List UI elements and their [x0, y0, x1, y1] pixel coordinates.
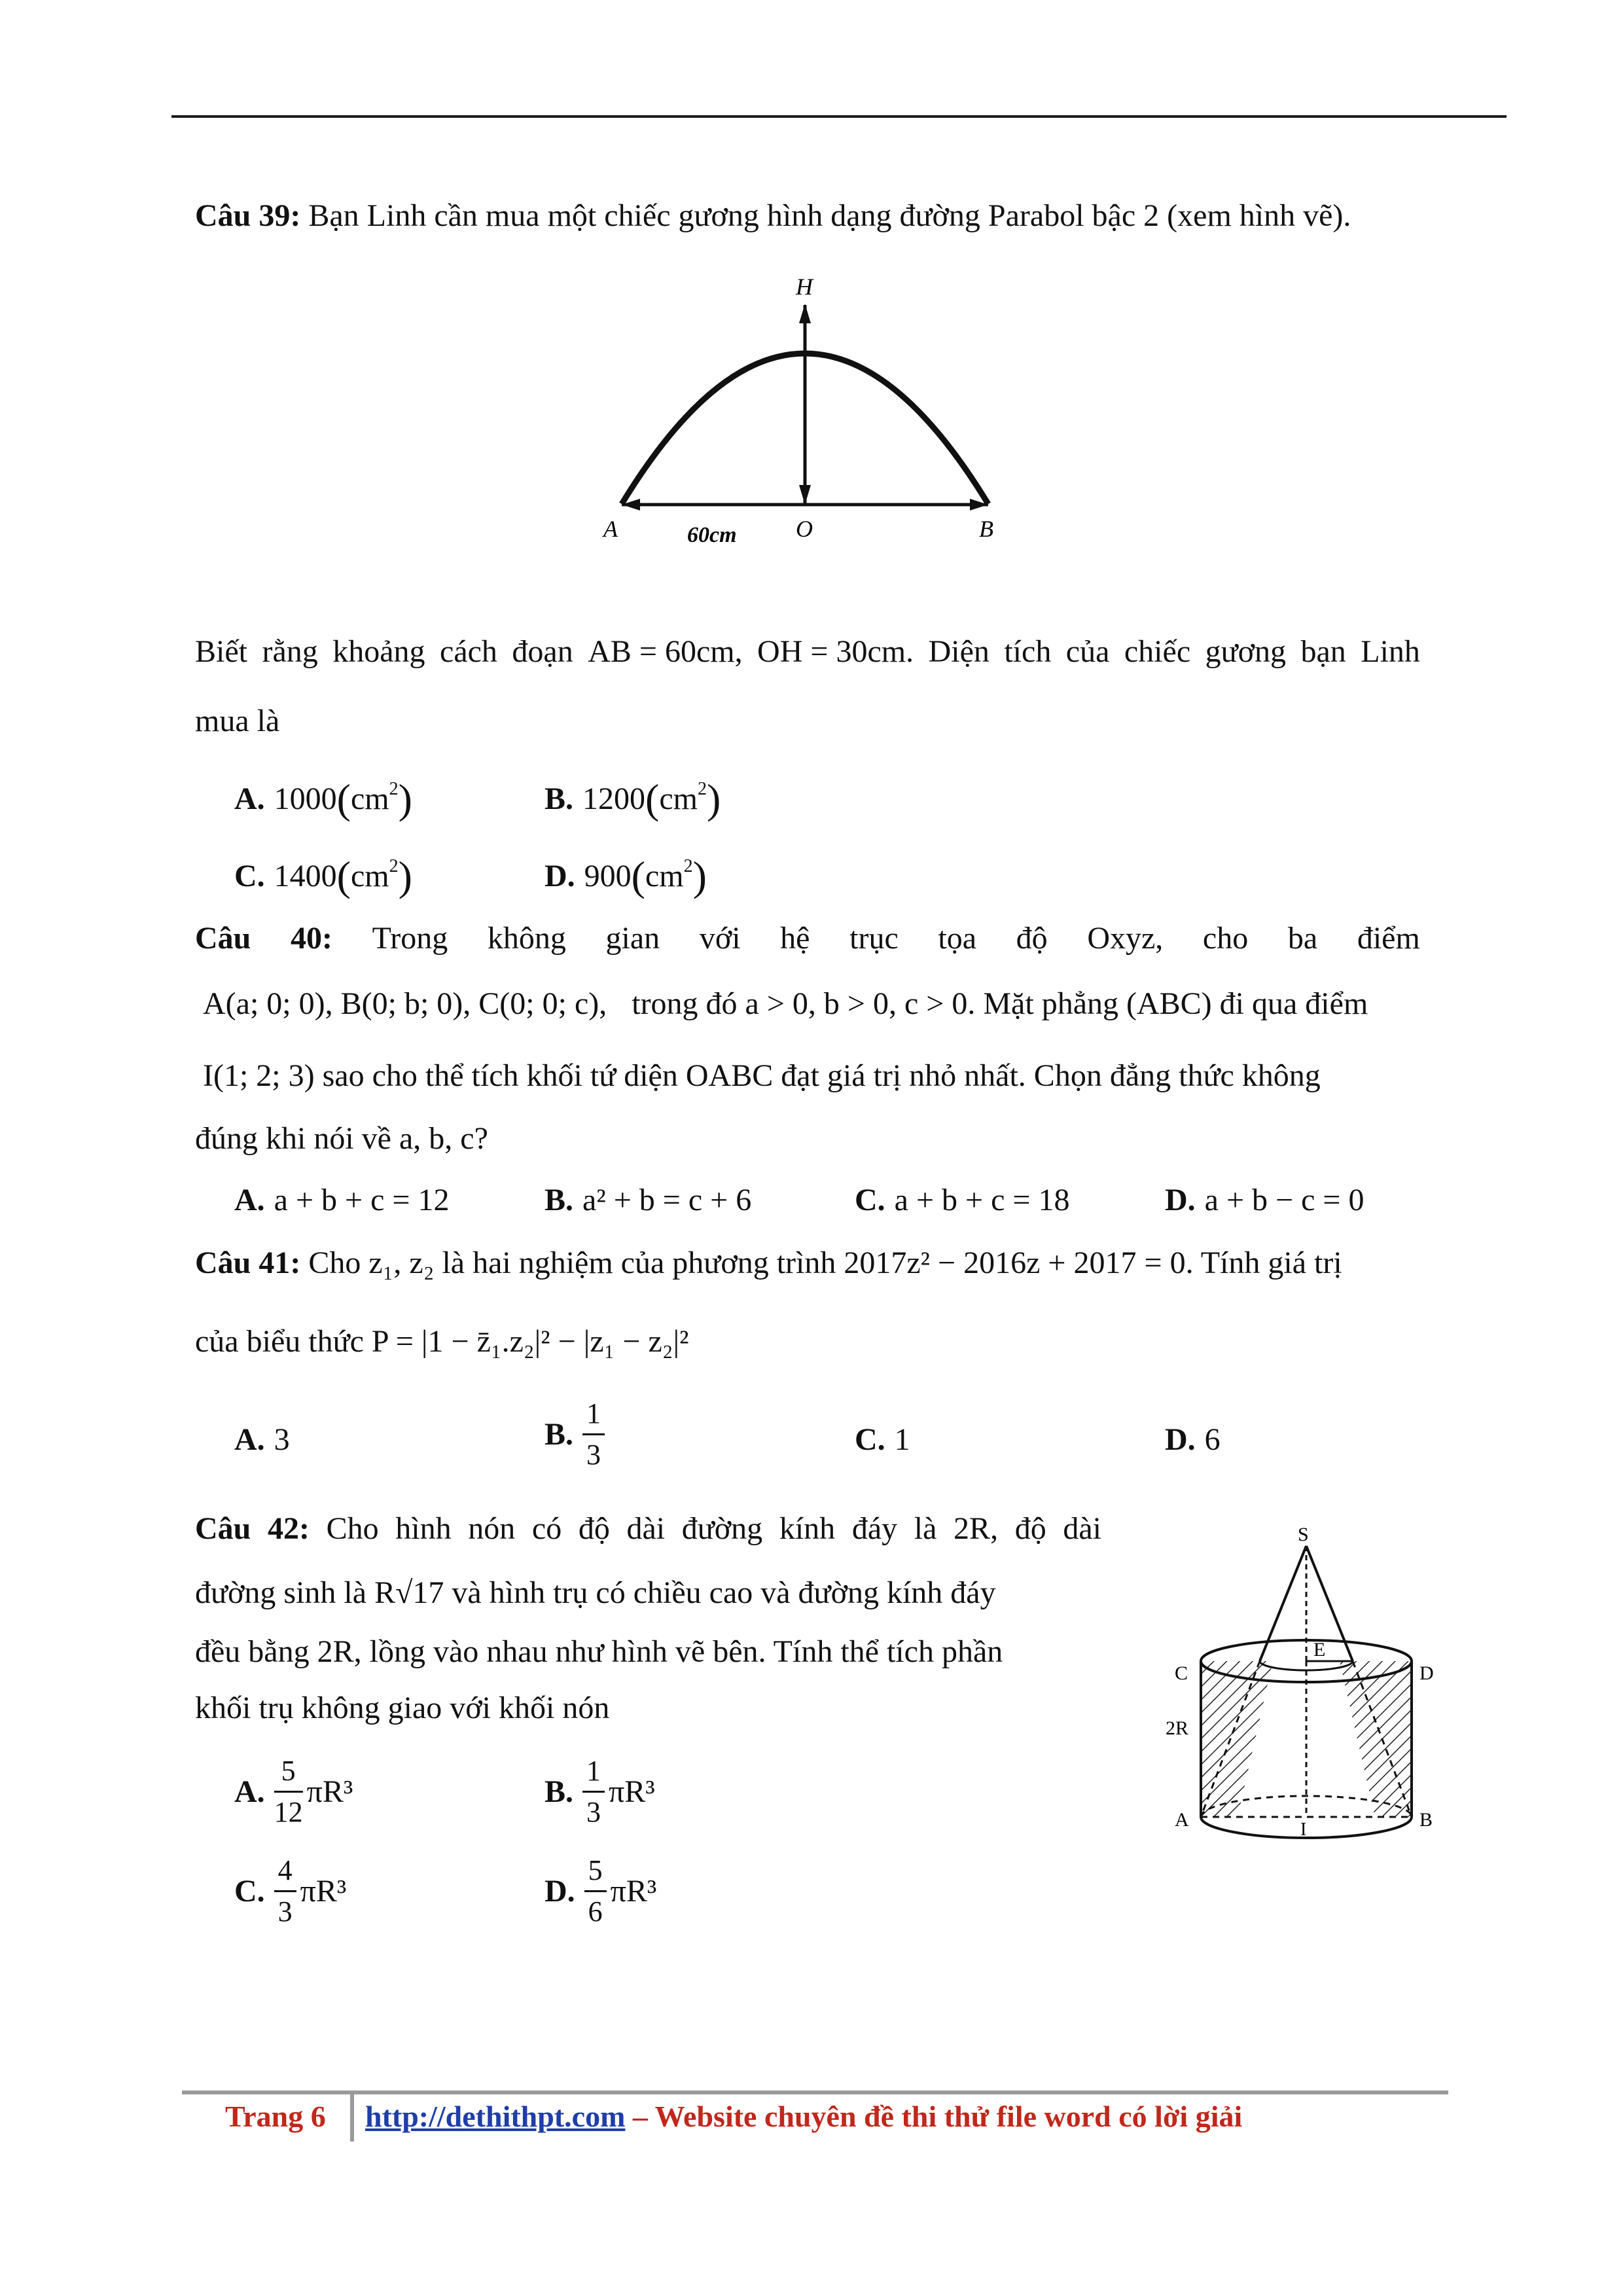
q39-label: Câu 39:	[195, 198, 301, 233]
q41-text: Cho	[300, 1246, 369, 1280]
q40-word: tọa	[938, 921, 977, 956]
cone-cylinder-figure	[1149, 1518, 1463, 1885]
q39-oh-value: OH = 30cm.	[757, 634, 914, 669]
q40-word: không	[487, 921, 566, 956]
website-link[interactable]: http://dethithpt.com	[365, 2100, 626, 2133]
q42-option-a[interactable]: A. $\frac{5}{12}$ πR³	[234, 1755, 353, 1828]
q39-body-line1	[195, 632, 1420, 672]
q40-point-i: I(1; 2; 3)	[203, 1058, 315, 1093]
q42-word: kính	[779, 1511, 836, 1546]
q39-word: bạn	[1300, 634, 1346, 669]
q42-slant: R√17	[374, 1575, 444, 1610]
q41-line1	[195, 1244, 1342, 1283]
q39-ab-value: AB = 60cm,	[588, 634, 743, 669]
q39-word: của	[1065, 634, 1110, 669]
q39-word: Biết	[195, 634, 247, 669]
arrow-h-icon	[799, 304, 811, 323]
q42-word: là	[914, 1511, 937, 1546]
q40-word: hệ	[780, 921, 810, 956]
label-h: H	[796, 274, 813, 300]
label-e: E	[1313, 1639, 1326, 1660]
q39-option-d[interactable]: D. $900(cm^2)$	[544, 853, 707, 899]
parabola-figure	[589, 268, 1047, 556]
q39-option-b[interactable]: B. $1200(cm^2)$	[544, 776, 721, 822]
q42-word: độ	[578, 1511, 610, 1546]
q40-word: cho	[1202, 921, 1249, 956]
q39-word: khoảng	[332, 634, 425, 669]
q42-text: và hình trụ có chiều cao và đường kính đáy	[444, 1575, 996, 1610]
q41-text: Tính giá trị	[1193, 1246, 1342, 1280]
q40-word: trục	[849, 921, 899, 956]
footer-tagline: – Website chuyên đề thi thử file word có lời giải	[625, 2100, 1243, 2133]
q40-word: độ	[1016, 921, 1048, 956]
fraction: $\frac{4}{3}$	[274, 1856, 296, 1926]
label-b: B	[979, 516, 993, 542]
q42-word: hình	[395, 1511, 452, 1546]
q42-word: nón	[468, 1511, 516, 1546]
q40-word: gian	[605, 921, 660, 956]
q39-word: chiếc	[1124, 634, 1191, 669]
q39-word: rằng	[262, 634, 318, 669]
page-number: Trang 6	[225, 2100, 326, 2133]
q42-text: đường sinh là	[195, 1575, 375, 1610]
q40-word: điểm	[1357, 921, 1420, 956]
label-a: A	[1175, 1809, 1189, 1831]
fraction: $\frac{5}{12}$	[274, 1755, 303, 1828]
q39-word: Diện	[928, 634, 990, 669]
q40-word: với	[699, 921, 741, 956]
q40-line3	[203, 1056, 1321, 1096]
q41-option-a[interactable]: A. 3	[234, 1422, 290, 1457]
label-d: D	[1419, 1662, 1434, 1684]
q39-word: tích	[1004, 634, 1052, 669]
q42-line4: khối trụ không giao với khối nón	[195, 1691, 610, 1725]
q42-line1	[195, 1509, 1101, 1549]
q42-line2	[195, 1573, 996, 1613]
q42-option-b[interactable]: B. $\frac{1}{3}$ πR³	[544, 1755, 655, 1828]
footer-separator	[350, 2094, 354, 2142]
q40-option-b[interactable]: B. a² + b = c + 6	[544, 1183, 752, 1217]
q39-word: gương	[1205, 634, 1286, 669]
q40-line2	[203, 984, 1368, 1024]
q40-word: ba	[1287, 921, 1318, 956]
label-c: C	[1175, 1662, 1188, 1684]
q42-label-number: 42:	[268, 1511, 310, 1546]
label-2r: 2R	[1166, 1717, 1189, 1739]
q40-option-c[interactable]: C. a + b + c = 18	[855, 1183, 1070, 1217]
q40-option-d[interactable]: D. a + b − c = 0	[1165, 1183, 1364, 1217]
q39-word: cách	[440, 634, 497, 669]
q42-word: dài	[626, 1511, 666, 1546]
fraction: $\frac{1}{3}$	[582, 1757, 605, 1827]
q40-line4: đúng khi nói về a, b, c?	[195, 1121, 488, 1156]
q42-option-c[interactable]: C. $\frac{4}{3}$ πR³	[234, 1854, 347, 1928]
q40-word: Trong	[372, 921, 448, 956]
q42-word: đường	[681, 1511, 763, 1546]
q42-word: có	[531, 1511, 562, 1546]
label-60cm: 60cm	[687, 523, 737, 547]
q41-line2	[195, 1322, 688, 1361]
q40-points: A(a; 0; 0), B(0; b; 0), C(0; 0; c),	[203, 986, 607, 1021]
q41-roots: z₁, z₂	[368, 1246, 435, 1280]
q40-word: Oxyz,	[1087, 921, 1164, 956]
fraction: $\frac{5}{6}$	[584, 1856, 607, 1926]
q40-line3-text: sao cho thể tích khối tứ diện OABC đạt giá trị nhỏ nhất. Chọn đẳng thức không	[314, 1058, 1321, 1093]
q39-word: đoạn	[512, 634, 573, 669]
q42-word: Cho	[326, 1511, 379, 1546]
q39-word: Linh	[1361, 634, 1420, 669]
footer-text	[365, 2098, 1242, 2135]
q42-line3: đều bằng 2R, lồng vào nhau như hình vẽ bên. Tính thể tích phần	[195, 1634, 1003, 1669]
q41-option-b[interactable]: B. $\frac{1}{3}$	[544, 1399, 605, 1469]
q41-expression: P = |1 − z̄₁.z₂|² − |z₁ − z₂|²	[371, 1324, 689, 1359]
q42-word: độ	[1014, 1511, 1046, 1546]
q39-option-a[interactable]: A. $1000(cm^2)$	[234, 776, 412, 822]
q39-prompt	[195, 196, 1351, 236]
label-a: A	[603, 516, 618, 542]
q41-equation: 2017z² − 2016z + 2017 = 0.	[844, 1246, 1194, 1280]
q41-label: Câu 41:	[195, 1246, 301, 1280]
q42-word: đáy	[851, 1511, 898, 1546]
label-o: O	[796, 516, 813, 542]
q40-option-a[interactable]: A. a + b + c = 12	[234, 1183, 450, 1217]
label-b: B	[1419, 1809, 1433, 1831]
fraction: $\frac{1}{3}$	[582, 1399, 605, 1469]
q40-label-number: 40:	[291, 921, 332, 956]
q42-word: 2R,	[954, 1511, 999, 1546]
footer-rule	[182, 2090, 1448, 2094]
q39-body-line2: mua là	[195, 704, 280, 738]
q42-word: dài	[1063, 1511, 1101, 1546]
q42-label-word: Câu	[195, 1511, 251, 1546]
q41-option-d[interactable]: D. 6	[1165, 1422, 1221, 1457]
label-s: S	[1298, 1524, 1309, 1545]
hatched-right	[1340, 1661, 1412, 1817]
header-rule	[171, 115, 1507, 118]
q40-line1	[195, 919, 1420, 958]
q40-conditions: trong đó a > 0, b > 0, c > 0. Mặt phẳng (ABC) đi qua điểm	[632, 986, 1368, 1021]
q42-option-d[interactable]: D. $\frac{5}{6}$ πR³	[544, 1854, 657, 1928]
label-i: I	[1300, 1820, 1307, 1840]
q41-text: của biểu thức	[195, 1324, 372, 1359]
q41-option-c[interactable]: C. 1	[855, 1422, 910, 1457]
arrow-o-icon	[799, 485, 811, 505]
hatched-left	[1201, 1661, 1273, 1817]
q39-text: Bạn Linh cần mua một chiếc gương hình dạng đường Parabol bậc 2 (xem hình vẽ).	[300, 198, 1351, 233]
q39-option-c[interactable]: C. $1400(cm^2)$	[234, 853, 412, 899]
q40-label-word: Câu	[195, 921, 251, 956]
q41-text: là hai nghiệm của phương trình	[434, 1246, 844, 1280]
cone-slant-left	[1260, 1546, 1306, 1661]
